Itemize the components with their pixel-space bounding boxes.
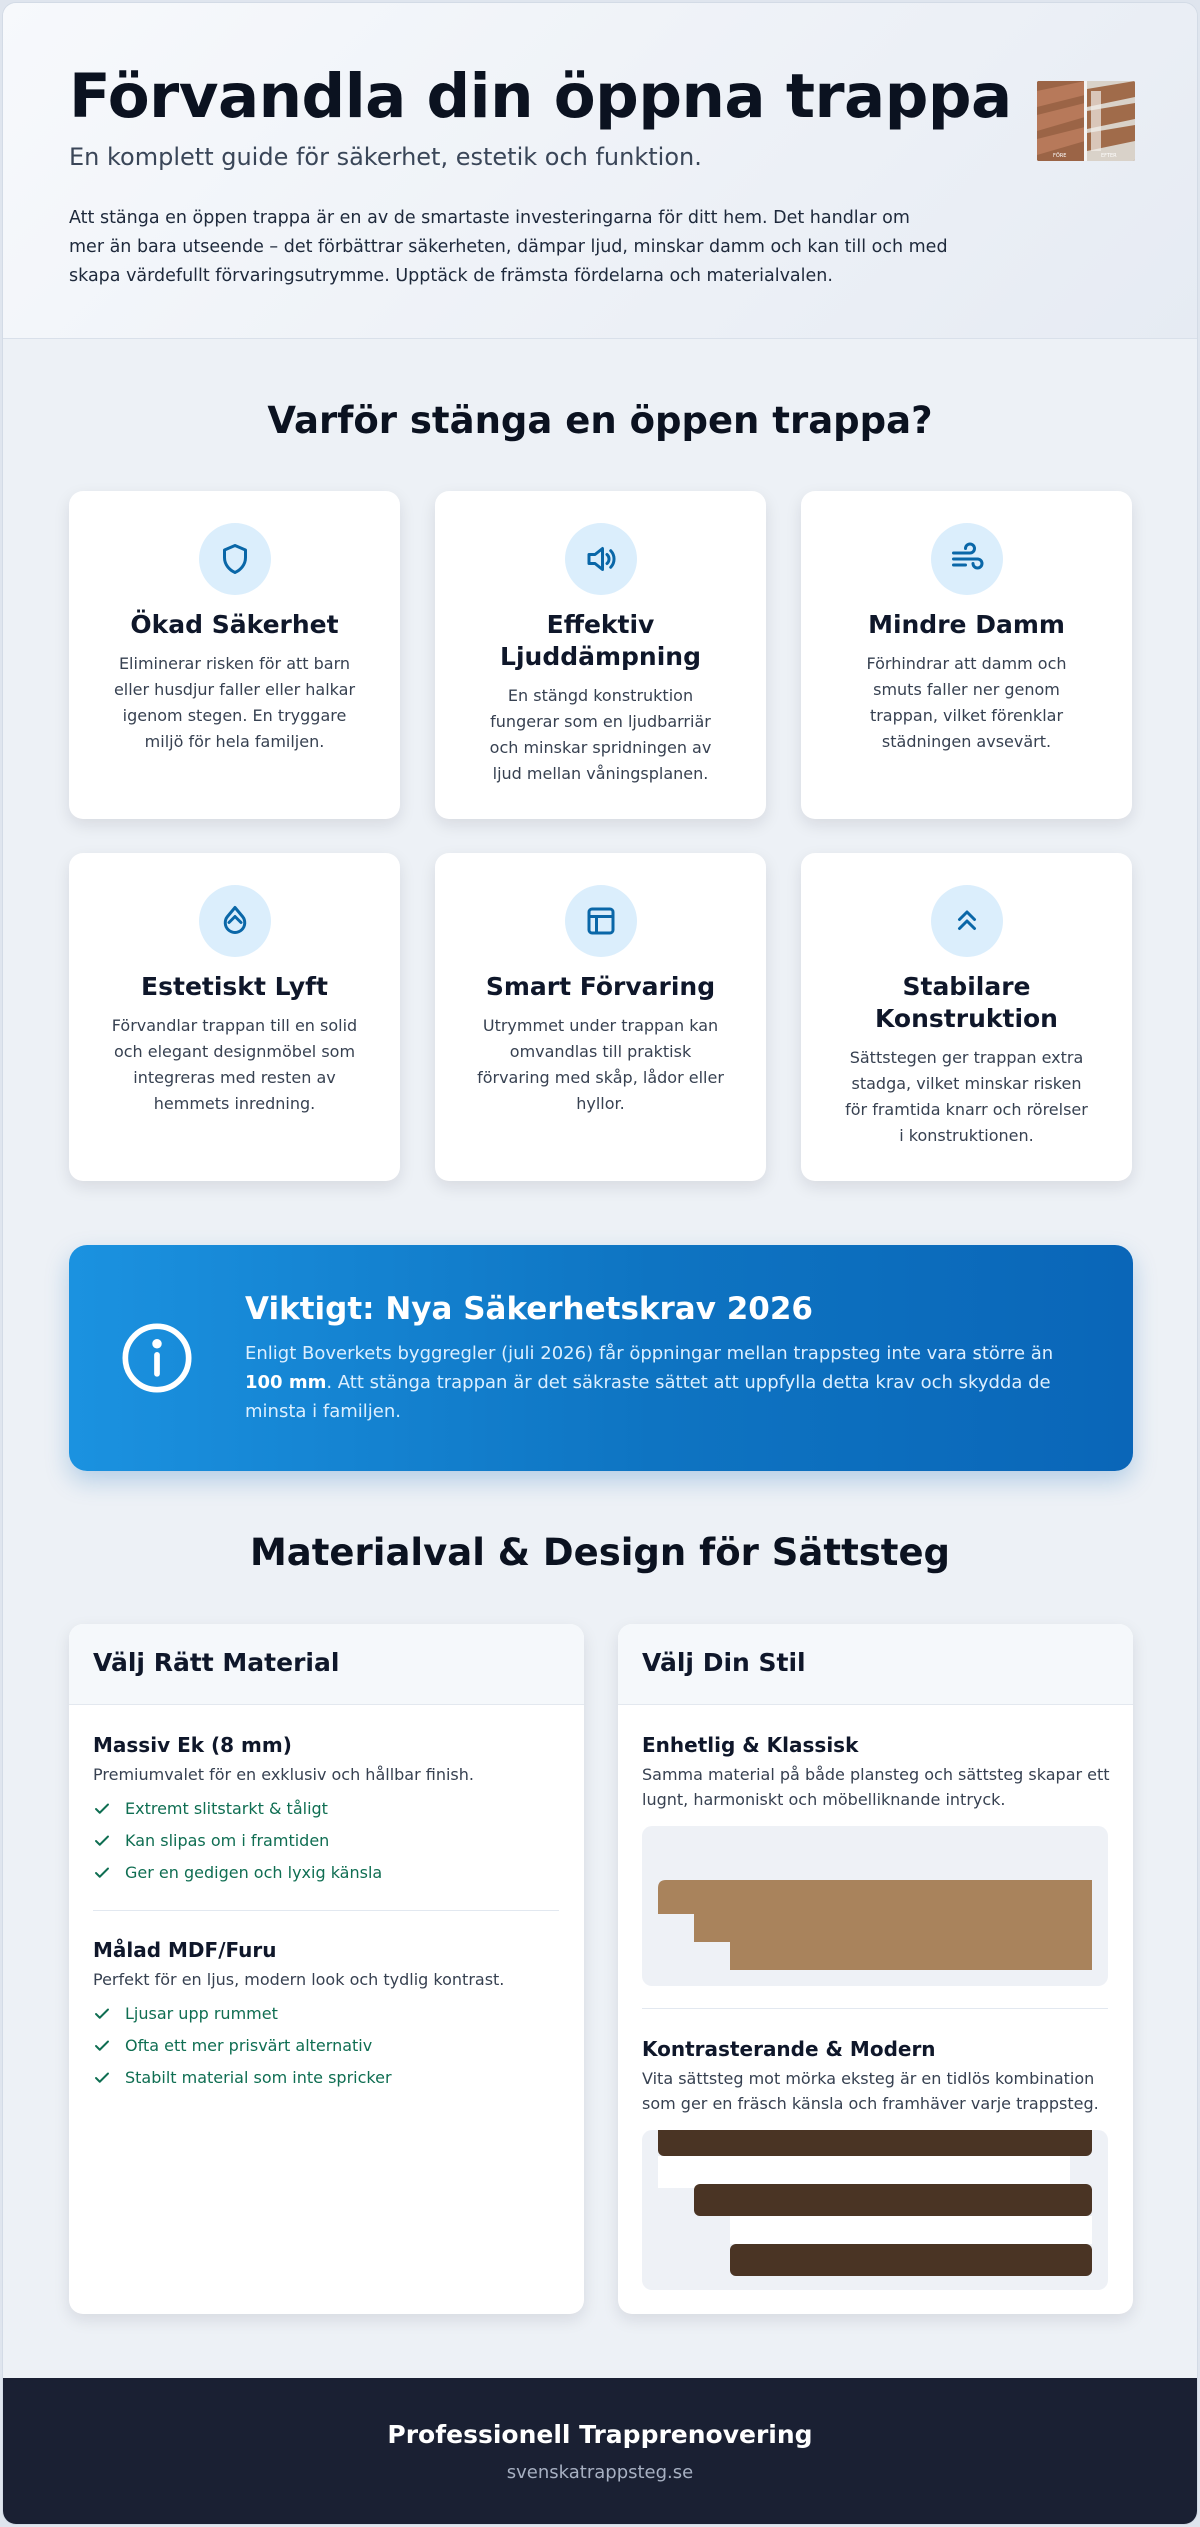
panel-header: [69, 1624, 584, 1705]
check-icon: [93, 2037, 111, 2055]
check-icon: [93, 2005, 111, 2023]
benefit-card-sound: [435, 491, 766, 819]
feature-item: Kan slipas om i framtiden: [93, 1831, 329, 1850]
page-title: Förvandla din öppna trappa: [69, 61, 1012, 132]
material-desc: Perfekt för en ljus, modern look och tydlig kontrast.: [93, 1970, 505, 1989]
style-title: Enhetlig & Klassisk: [642, 1733, 859, 1757]
feature-item: Ofta ett mer prisvärt alternativ: [93, 2036, 372, 2055]
check-icon: [93, 1864, 111, 1882]
material-title: Målad MDF/Furu: [93, 1938, 277, 1962]
card-desc: Eliminerar risken för att barn eller husdjur faller eller halkar igenom stegen. En tryggare miljö för hela familjen.: [113, 654, 356, 751]
modern-stair-illustration: [642, 2130, 1108, 2290]
layout-icon: [565, 885, 637, 957]
material-title: Massiv Ek (8 mm): [93, 1733, 292, 1757]
safety-requirements-banner: [69, 1245, 1133, 1471]
hero-section: [3, 3, 1197, 339]
feature-item: Ger en gedigen och lyxig känsla: [93, 1863, 382, 1882]
thumb-before-label: FÖRE: [1053, 153, 1067, 159]
speaker-icon: [565, 523, 637, 595]
benefit-card-safety: [69, 491, 400, 819]
card-desc: Förhindrar att damm och smuts faller ner genom trappan, vilket förenklar städningen avsevärt.: [866, 654, 1067, 751]
benefit-card-stability: [801, 853, 1132, 1181]
footer: [3, 2378, 1197, 2524]
benefit-card-dust: [801, 491, 1132, 819]
banner-title: Viktigt: Nya Säkerhetskrav 2026: [245, 1291, 814, 1327]
panel-heading: Välj Din Stil: [642, 1648, 806, 1677]
panel-header: [618, 1624, 1133, 1705]
footer-title: Professionell Trapprenovering: [387, 2420, 813, 2449]
benefit-card-aesthetic: [69, 853, 400, 1181]
banner-desc: Enligt Boverkets byggregler (juli 2026) får öppningar mellan trappsteg inte vara större än 100 mm. Att stänga trappan är det säkraste sättet att uppfylla detta krav och skydda de minsta i familjen.: [245, 1343, 1054, 1422]
materials-section-title: Materialval & Design för Sättsteg: [249, 1531, 951, 1574]
page: [2, 2, 1198, 2525]
thumb-after-label: EFTER: [1101, 153, 1117, 159]
divider: [642, 2008, 1108, 2009]
style-desc: Vita sättsteg mot mörka eksteg är en tidlös kombination som ger en fräsch känsla och framhäver varje trappsteg.: [642, 2069, 1099, 2113]
divider: [93, 1910, 559, 1911]
card-title: Mindre Damm: [868, 610, 1065, 639]
page-subtitle: En komplett guide för säkerhet, estetik och funktion.: [69, 143, 702, 171]
panel-heading: Välj Rätt Material: [93, 1648, 340, 1677]
intro-text: Att stänga en öppen trappa är en av de smartaste investeringarna för ditt hem. Det handlar om mer än bara utseende – det förbättrar säkerheten, dämpar ljud, minskar damm och kan till och med skapa värdefullt förvaringsutrymme. Upptäck de främsta fördelarna och materialvalen.: [69, 208, 948, 286]
style-title: Kontrasterande & Modern: [642, 2037, 936, 2061]
wind-icon: [931, 523, 1003, 595]
benefit-card-storage: [435, 853, 766, 1181]
style-panel: [618, 1624, 1133, 2314]
feature-item: Ljusar upp rummet: [93, 2004, 278, 2023]
card-title: Estetiskt Lyft: [141, 972, 328, 1001]
card-title: Ökad Säkerhet: [130, 610, 339, 639]
card-title: Smart Förvaring: [485, 972, 716, 1001]
shield-icon: [199, 523, 271, 595]
banner-highlight: 100 mm: [245, 1372, 327, 1393]
feature-item: Stabilt material som inte spricker: [93, 2068, 392, 2087]
style-desc: Samma material på både plansteg och sättsteg skapar ett lugnt, harmoniskt och möbelliknande intryck.: [642, 1765, 1110, 1809]
check-icon: [93, 1832, 111, 1850]
droplet-icon: [199, 885, 271, 957]
footer-site-link[interactable]: svenskatrappsteg.se: [506, 2462, 694, 2483]
card-desc: Förvandlar trappan till en solid och elegant designmöbel som integreras med resten av hemmets inredning.: [111, 1016, 358, 1113]
why-section-title: Varför stänga en öppen trappa?: [267, 399, 933, 442]
before-after-image: [1037, 81, 1135, 161]
classic-stair-illustration: [642, 1826, 1108, 1986]
feature-item: Extremt slitstarkt & tåligt: [93, 1799, 328, 1818]
card-desc: Sättstegen ger trappan extra stadga, vilket minskar risken för framtida knarr och rörelser i konstruktionen.: [845, 1048, 1088, 1145]
card-desc: Utrymmet under trappan kan omvandlas till praktisk förvaring med skåp, lådor eller hyllor.: [477, 1016, 724, 1113]
chevrons-up-icon: [931, 885, 1003, 957]
material-panel: [69, 1624, 584, 2314]
info-icon: [119, 1320, 195, 1396]
check-icon: [93, 2069, 111, 2087]
check-icon: [93, 1800, 111, 1818]
card-title: Effektiv Ljuddämpning: [500, 610, 701, 671]
material-desc: Premiumvalet för en exklusiv och hållbar finish.: [93, 1765, 474, 1784]
card-title: Stabilare Konstruktion: [875, 972, 1058, 1033]
card-desc: En stängd konstruktion fungerar som en ljudbarriär och minskar spridningen av ljud mellan våningsplanen.: [489, 686, 712, 783]
